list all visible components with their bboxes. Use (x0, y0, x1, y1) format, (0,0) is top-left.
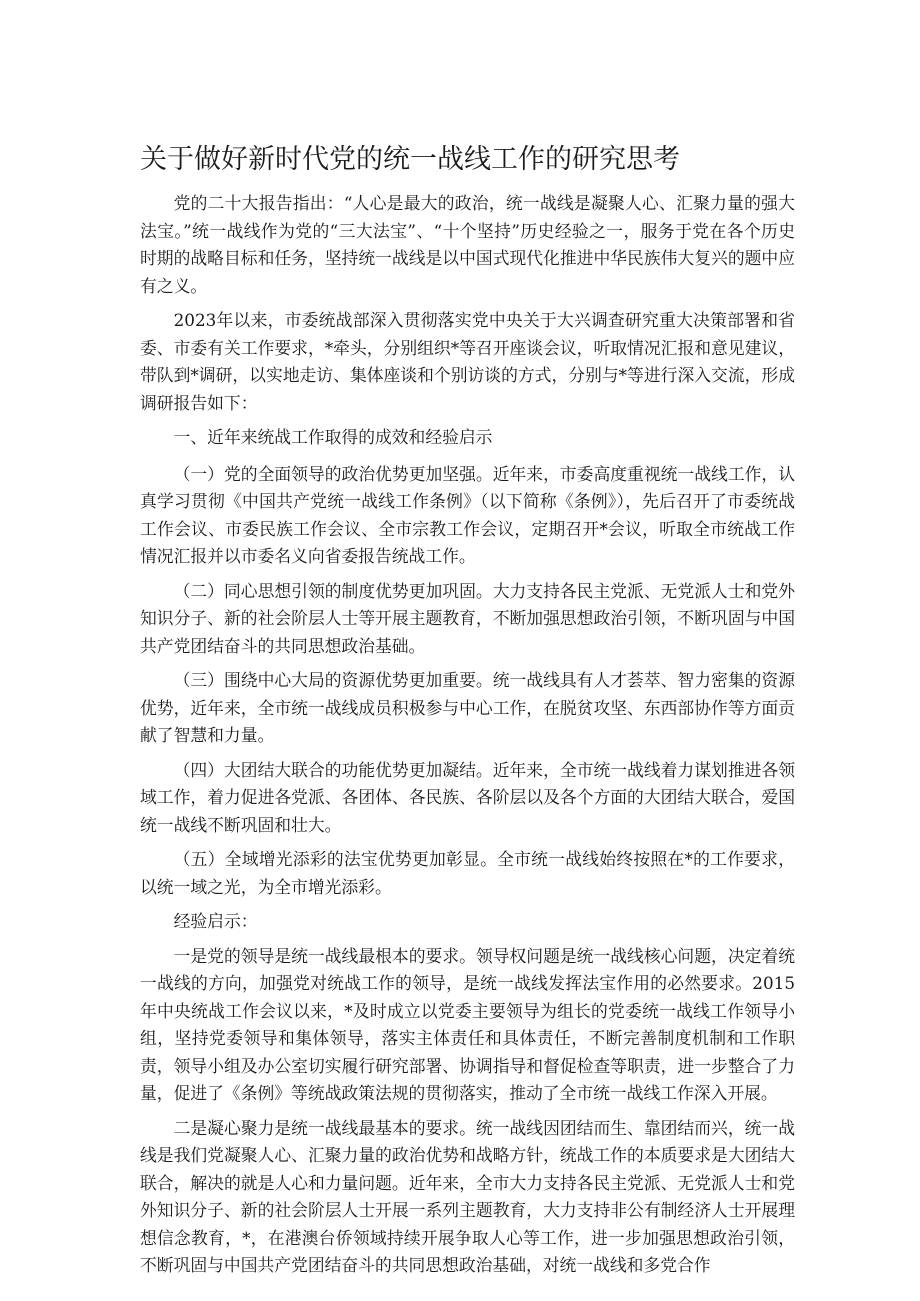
document-title: 关于做好新时代党的统一战线工作的研究思考 (140, 144, 680, 175)
paragraph-item-2: （二）同心思想引领的制度优势更加巩固。大力支持各民主党派、无党派人士和党外知识分子、新的社会阶层人士等开展主题教育，不断加强思想政治引领，不断巩固与中国共产党团结奋斗的共同思想政治基础。 (140, 580, 795, 656)
paragraph-item-1: （一）党的全面领导的政治优势更加坚强。近年来，市委高度重视统一战线工作，认真学习贯彻《中国共产党统一战线工作条例》（以下简称《条例》），先后召开了市委统战工作会议、市委民族工作会议、全市宗教工作会议，定期召开*会议，听取全市统战工作情况汇报并以市委名义向省委报告统战工作。 (140, 463, 795, 566)
paragraph-experience-heading: 经验启示： (173, 911, 258, 931)
paragraph-background: 2023年以来，市委统战部深入贯彻落实党中央关于大兴调查研究重大决策部署和省委、市委有关工作要求，*牵头，分别组织*等召开座谈会议，听取情况汇报和意见建议，带队到*调研，以实地走访、集体座谈和个别访谈的方式，分别与*等进行深入交流，形成调研报告如下： (140, 310, 795, 413)
paragraph-item-4: （四）大团结大联合的功能优势更加凝结。近年来，全市统一战线着力谋划推进各领域工作，着力促进各党派、各团体、各民族、各阶层以及各个方面的大团结大联合，爱国统一战线不断巩固和壮大。 (140, 759, 795, 835)
paragraph-item-5: （五）全域增光添彩的法宝优势更加彰显。全市统一战线始终按照在*的工作要求，以统一域之光，为全市增光添彩。 (140, 849, 795, 897)
document-body (140, 190, 795, 1287)
paragraph-experience-2: 二是凝心聚力是统一战线最基本的要求。统一战线因团结而生、靠团结而兴，统一战线是我们党凝聚人心、汇聚力量的政治优势和战略方针，统战工作的本质要求是大团结大联合，解决的就是人心和力量问题。近年来，全市大力支持各民主党派、无党派人士和党外知识分子、新的社会阶层人士开展一系列主题教育，大力支持非公有制经济人士开展理想信念教育，*，在港澳台侨领域持续开展争取人心等工作，进一步加强思想政治引领，不断巩固与中国共产党团结奋斗的共同思想政治基础，对统一战线和多党合作 (140, 1117, 795, 1275)
paragraph-experience-1: 一是党的领导是统一战线最根本的要求。领导权问题是统一战线核心问题，决定着统一战线的方向，加强党对统战工作的领导，是统一战线发挥法宝作用的必然要求。2015年中央统战工作会议以来，*及时成立以党委主要领导为组长的党委统一战线工作领导小组，坚持党委领导和集体领导，落实主体责任和具体责任，不断完善制度机制和工作职责，领导小组及办公室切实履行研究部署、协调指导和督促检查等职责，进一步整合了力量，促进了《条例》等统战政策法规的贯彻落实，推动了全市统一战线工作深入开展。 (140, 945, 795, 1103)
section-heading-achievements: 一、近年来统战工作取得的成效和经验启示 (173, 427, 493, 447)
paragraph-intro: 党的二十大报告指出：“人心是最大的政治，统一战线是凝聚人心、汇聚力量的强大法宝。”统一战线作为党的“三大法宝”、“十个坚持”历史经验之一，服务于党在各个历史时期的战略目标和任务，坚持统一战线是以中国式现代化推进中华民族伟大复兴的题中应有之义。 (140, 193, 795, 296)
paragraph-item-3: （三）围绕中心大局的资源优势更加重要。统一战线具有人才荟萃、智力密集的资源优势，近年来，全市统一战线成员积极参与中心工作，在脱贫攻坚、东西部协作等方面贡献了智慧和力量。 (140, 670, 795, 745)
